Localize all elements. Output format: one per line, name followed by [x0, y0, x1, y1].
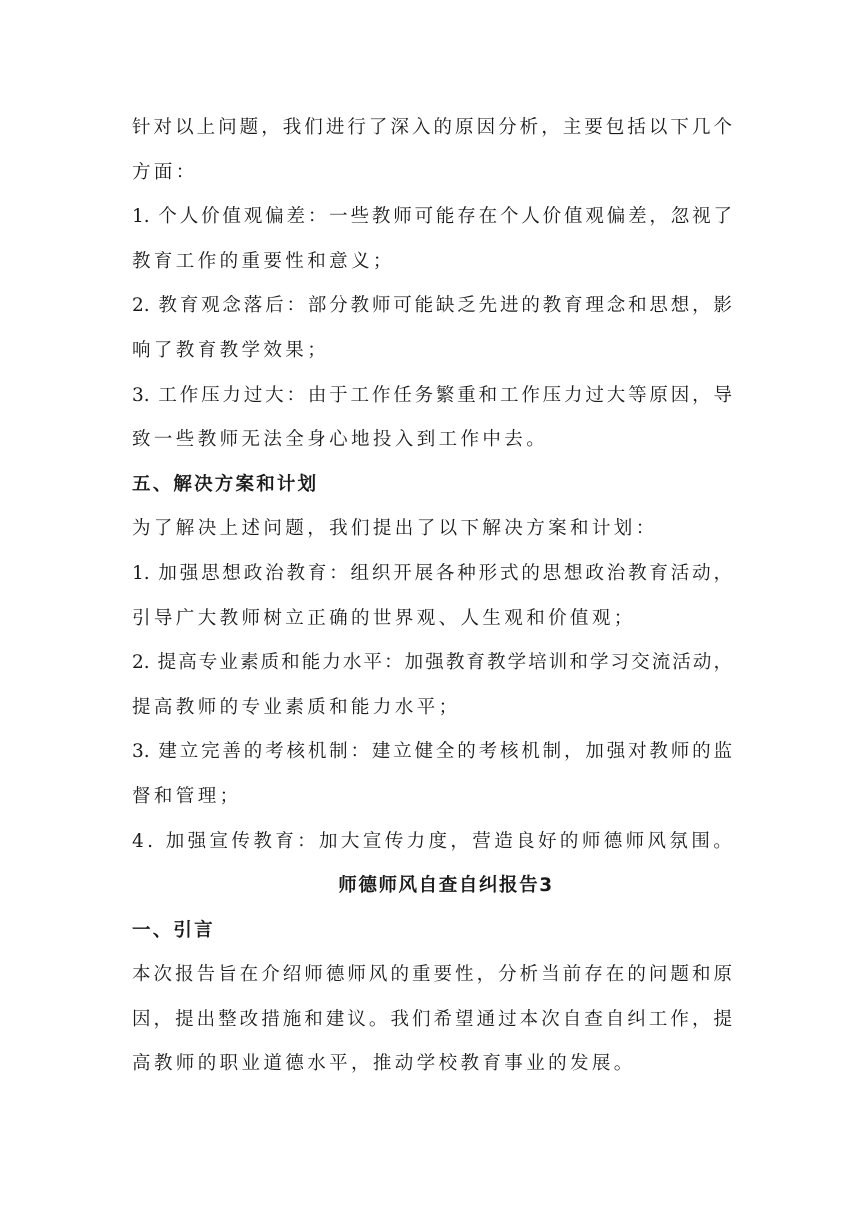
paragraph-solutions-intro	[132, 507, 732, 552]
text-line: 致一些教师无法全身心地投入到工作中去。	[132, 429, 549, 451]
heading-line: 五、解决方案和计划	[132, 473, 319, 495]
text-line: 1. 个人价值观偏差：一些教师可能存在个人价值观偏差，忽视了	[132, 206, 732, 228]
paragraph-solution-2	[132, 641, 732, 730]
text-line: 4. 加强宣传教育：加大宣传力度，营造良好的师德师风氛围。	[132, 830, 736, 852]
text-line: 方面：	[132, 161, 198, 183]
text-line: 2. 教育观念落后：部分教师可能缺乏先进的教育理念和思想，影	[132, 295, 732, 317]
text-line: 高教师的职业道德水平，推动学校教育事业的发展。	[132, 1053, 636, 1075]
paragraph-cause-3	[132, 374, 732, 463]
text-line: 本次报告旨在介绍师德师风的重要性，分析当前存在的问题和原	[132, 964, 732, 986]
paragraph-cause-1	[132, 195, 732, 284]
paragraph-solution-1	[132, 552, 732, 641]
text-line: 响了教育教学效果；	[132, 339, 330, 361]
document-page	[132, 106, 736, 1087]
text-line: 3. 工作压力过大：由于工作任务繁重和工作压力过大等原因，导	[132, 384, 732, 406]
text-line: 为了解决上述问题，我们提出了以下解决方案和计划：	[132, 518, 658, 540]
text-line: 因，提出整改措施和建议。我们希望通过本次自查自纠工作，提	[132, 1008, 732, 1030]
report-title	[132, 864, 732, 909]
text-line: 3. 建立完善的考核机制：建立健全的考核机制，加强对教师的监	[132, 741, 732, 763]
paragraph-solution-4	[132, 820, 736, 865]
section-heading-solutions	[132, 463, 732, 508]
paragraph-solution-3	[132, 730, 732, 819]
text-line: 教育工作的重要性和意义；	[132, 250, 395, 272]
text-line: 督和管理；	[132, 785, 242, 807]
text-line: 2. 提高专业素质和能力水平：加强教育教学培训和学习交流活动，	[132, 652, 732, 674]
text-line: 提高教师的专业素质和能力水平；	[132, 696, 461, 718]
section-heading-introduction	[132, 909, 732, 954]
paragraph-introduction	[132, 953, 732, 1087]
text-line: 1. 加强思想政治教育：组织开展各种形式的思想政治教育活动，	[132, 562, 732, 584]
text-line: 引导广大教师树立正确的世界观、人生观和价值观；	[132, 607, 636, 629]
paragraph-cause-2	[132, 284, 732, 373]
heading-line: 一、引言	[132, 919, 215, 941]
text-line: 针对以上问题，我们进行了深入的原因分析，主要包括以下几个	[132, 117, 732, 138]
paragraph-cause-intro	[132, 106, 732, 195]
title-line: 师德师风自查自纠报告3	[338, 875, 554, 897]
